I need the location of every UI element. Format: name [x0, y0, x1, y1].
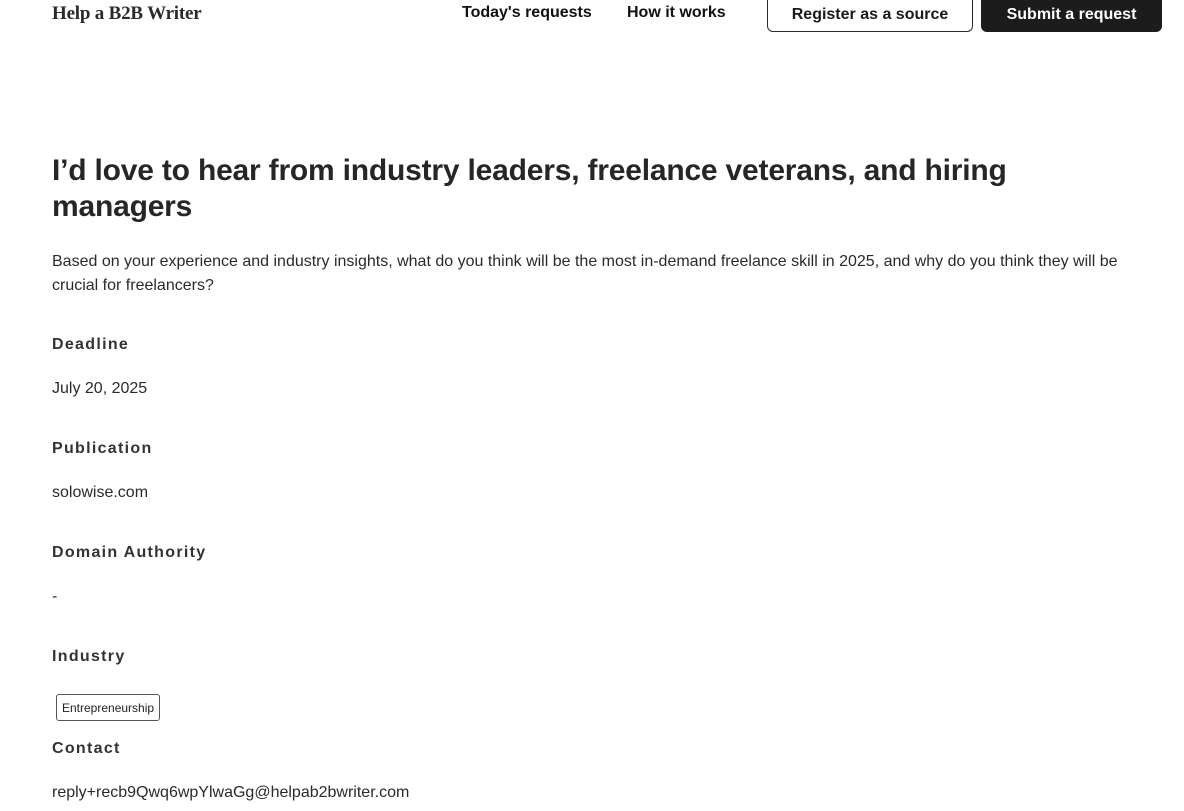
deadline-label: Deadline [52, 336, 130, 353]
publication-value: solowise.com [52, 484, 149, 501]
industry-label: Industry [52, 648, 126, 665]
domain-authority-label: Domain Authority [52, 544, 207, 561]
nav-todays-requests[interactable]: Today's requests [462, 4, 592, 21]
submit-request-button[interactable]: Submit a request [981, 0, 1162, 32]
contact-email[interactable]: reply+recb9Qwq6wpYlwaGg@helpab2bwriter.com [52, 784, 410, 801]
deadline-value: July 20, 2025 [52, 380, 148, 397]
site-logo[interactable]: Help a B2B Writer [52, 3, 202, 24]
domain-authority-value: - [52, 588, 58, 605]
request-description: Based on your experience and industry insights, what do you think will be the most in-demand freelance skill in 2025, and why do you think they will be crucial for freelancers? [52, 253, 1118, 294]
contact-label: Contact [52, 740, 121, 757]
register-as-source-button[interactable]: Register as a source [767, 0, 973, 32]
industry-tag: Entrepreneurship [56, 694, 160, 721]
request-title: I’d love to hear from industry leaders, freelance veterans, and hiring managers [52, 154, 1007, 223]
publication-label: Publication [52, 440, 153, 457]
nav-how-it-works[interactable]: How it works [627, 4, 726, 21]
site-header [0, 0, 1184, 40]
